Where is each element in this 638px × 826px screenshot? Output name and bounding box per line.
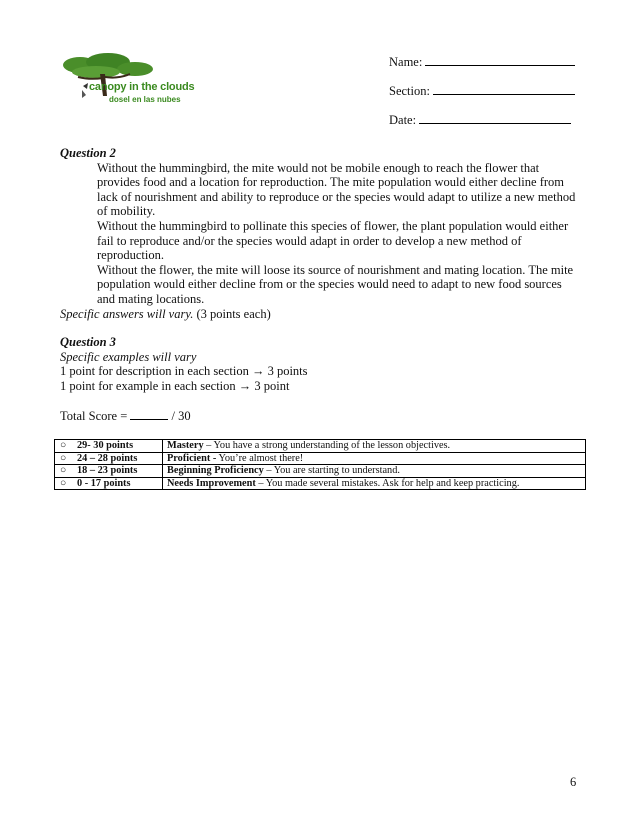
date-line (419, 111, 571, 124)
question-2-answer-2 (60, 219, 590, 263)
rubric-desc-cell (163, 452, 586, 465)
question-2-heading: Question 2 (60, 146, 116, 160)
points-range: 0 - 17 points (77, 477, 131, 489)
date-label: Date: (389, 113, 417, 127)
circle-bullet-icon[interactable]: ○ (60, 465, 67, 476)
rubric-points-cell (55, 477, 163, 490)
name-label: Name: (389, 55, 423, 69)
name-field[interactable] (389, 53, 575, 69)
text-line: lack of nourishment and ability to reproduce or the species would adapt to utilize a new method (97, 189, 576, 204)
text-line: Without the hummingbird to pollinate this species of flower, the plant population would either (97, 218, 569, 233)
rubric-desc-cell (163, 465, 586, 478)
note-italic: Specific answers will vary. (60, 306, 194, 321)
text-line: fail to reproduce and/or the species would adapt in order to develop a new method of (97, 233, 522, 248)
level-description: You have a strong understanding of the lesson objectives. (213, 440, 451, 451)
question-2-answer-3 (60, 263, 590, 307)
question-2-answer-1 (60, 161, 590, 219)
question-3-line-1: 1 point for description in each section → 3 points (60, 364, 308, 379)
separator: – (203, 440, 214, 451)
text-line: and mating locations. (97, 291, 205, 306)
spacer (60, 394, 590, 408)
level-description: You’re almost there! (218, 452, 304, 464)
date-field[interactable] (389, 111, 571, 127)
question-3-note: Specific examples will vary (60, 349, 197, 364)
text-line: reproduction. (97, 248, 164, 263)
points-range: 24 – 28 points (77, 452, 138, 464)
note-points: (3 points each) (193, 306, 271, 321)
question-2-note (60, 307, 590, 322)
circle-bullet-icon[interactable]: ○ (60, 477, 67, 489)
name-line (425, 53, 575, 66)
rubric-points-cell (55, 452, 163, 465)
level-name: Needs Improvement (167, 477, 256, 489)
page-number: 6 (570, 775, 577, 789)
total-suffix: / 30 (168, 408, 191, 423)
section-line (433, 82, 575, 95)
question-3-line-2: 1 point for example in each section → 3 point (60, 378, 290, 393)
separator: – (263, 465, 274, 476)
level-name: Proficient - (167, 452, 217, 464)
total-score-blank[interactable] (130, 408, 168, 420)
text-line: Without the hummingbird, the mite would not be mobile enough to reach the flower that (97, 160, 540, 175)
rubric-points-cell (55, 440, 163, 453)
table-row (55, 452, 586, 465)
text-line: provides food and a location for reproduction. The mite population would either decline from (97, 175, 564, 190)
total-score (60, 408, 590, 424)
separator: – (255, 477, 266, 489)
logo-title: canopy in the clouds (89, 81, 195, 93)
table-row (55, 477, 586, 490)
circle-bullet-icon[interactable]: ○ (60, 452, 67, 464)
spacer (60, 321, 590, 335)
question-3-heading: Question 3 (60, 335, 116, 350)
level-name: Mastery (167, 440, 204, 451)
circle-bullet-icon[interactable]: ○ (60, 440, 67, 451)
rubric-points-cell (55, 465, 163, 478)
points-range: 18 – 23 points (77, 465, 138, 476)
total-label: Total Score = (60, 408, 131, 423)
level-name: Beginning Proficiency (167, 465, 264, 476)
rubric-desc-cell (163, 440, 586, 453)
answer-key-content (60, 146, 590, 423)
logo-subtitle: dosel en las nubes (109, 95, 181, 104)
rubric-desc-cell (163, 477, 586, 490)
section-field[interactable] (389, 82, 575, 98)
level-description: You made several mistakes. Ask for help and keep practicing. (265, 477, 520, 489)
table-row (55, 465, 586, 478)
text-line: population would either decline from or the species would need to adapt to new food sources (97, 277, 562, 292)
text-line: of mobility. (97, 204, 156, 219)
scoring-rubric-table (54, 439, 586, 490)
level-description: You are starting to understand. (273, 465, 400, 476)
text-line: Without the flower, the mite will loose its source of nourishment and mating location. The mite (97, 262, 574, 277)
points-range: 29- 30 points (77, 440, 134, 451)
table-row (55, 440, 586, 453)
section-label: Section: (389, 84, 430, 98)
logo (60, 50, 200, 112)
